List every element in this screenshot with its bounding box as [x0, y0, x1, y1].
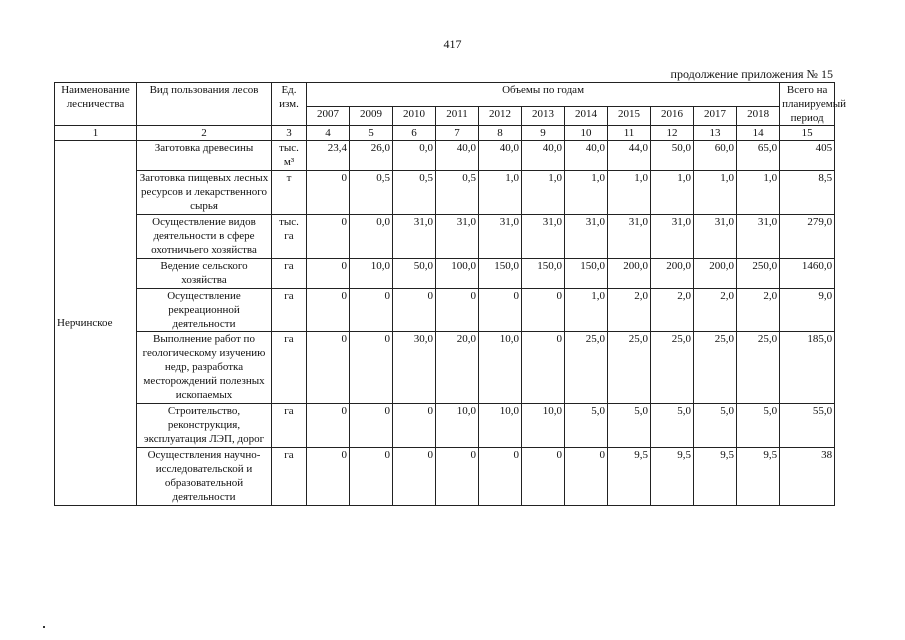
header-usage-type: Вид пользования лесов — [137, 83, 272, 126]
value-cell: 9,5 — [651, 448, 694, 506]
usage-type-cell: Заготовка древесины — [137, 141, 272, 171]
value-cell: 0,5 — [350, 171, 393, 215]
table-row — [55, 171, 835, 215]
column-number: 15 — [780, 126, 835, 141]
value-cell: 31,0 — [393, 215, 436, 259]
unit-cell: га — [272, 404, 307, 448]
usage-type-cell: Осуществление видов деятельности в сфере охотничьего хозяйства — [137, 215, 272, 259]
value-cell: 50,0 — [393, 259, 436, 289]
value-cell: 5,0 — [651, 404, 694, 448]
column-number: 2 — [137, 126, 272, 141]
continuation-note: продолжение приложения № 15 — [670, 67, 833, 81]
value-cell: 0 — [436, 448, 479, 506]
value-cell: 0,5 — [436, 171, 479, 215]
column-number: 9 — [522, 126, 565, 141]
value-cell: 0 — [307, 448, 350, 506]
table-row — [55, 404, 835, 448]
total-cell: 38 — [780, 448, 835, 506]
value-cell: 5,0 — [565, 404, 608, 448]
value-cell: 0 — [350, 332, 393, 404]
unit-cell: га — [272, 289, 307, 332]
total-cell: 279,0 — [780, 215, 835, 259]
header-year: 2015 — [608, 107, 651, 126]
table-row — [55, 141, 835, 171]
value-cell: 0,0 — [350, 215, 393, 259]
forestry-name: Нерчинское — [55, 141, 137, 506]
total-cell: 1460,0 — [780, 259, 835, 289]
value-cell: 150,0 — [565, 259, 608, 289]
header-total: Всего на планируемый период — [780, 83, 835, 126]
value-cell: 31,0 — [479, 215, 522, 259]
value-cell: 25,0 — [694, 332, 737, 404]
value-cell: 10,0 — [479, 404, 522, 448]
unit-cell: га — [272, 332, 307, 404]
usage-type-cell: Выполнение работ по геологическому изучению недр, разработка месторождений полезных ископаемых — [137, 332, 272, 404]
header-year: 2011 — [436, 107, 479, 126]
total-cell: 405 — [780, 141, 835, 171]
value-cell: 0 — [307, 404, 350, 448]
header-forestry: Наименование лесничества — [55, 83, 137, 126]
value-cell: 2,0 — [608, 289, 651, 332]
value-cell: 9,5 — [694, 448, 737, 506]
value-cell: 9,5 — [737, 448, 780, 506]
value-cell: 1,0 — [651, 171, 694, 215]
value-cell: 1,0 — [737, 171, 780, 215]
value-cell: 150,0 — [522, 259, 565, 289]
value-cell: 25,0 — [737, 332, 780, 404]
table-row — [55, 332, 835, 404]
value-cell: 0 — [436, 289, 479, 332]
value-cell: 1,0 — [479, 171, 522, 215]
column-number: 14 — [737, 126, 780, 141]
header-year: 2018 — [737, 107, 780, 126]
value-cell: 0 — [522, 332, 565, 404]
value-cell: 0 — [393, 448, 436, 506]
column-number: 13 — [694, 126, 737, 141]
value-cell: 1,0 — [522, 171, 565, 215]
unit-cell: тыс. м³ — [272, 141, 307, 171]
value-cell: 200,0 — [608, 259, 651, 289]
header-year: 2016 — [651, 107, 694, 126]
value-cell: 31,0 — [737, 215, 780, 259]
value-cell: 2,0 — [651, 289, 694, 332]
value-cell: 250,0 — [737, 259, 780, 289]
value-cell: 31,0 — [565, 215, 608, 259]
header-unit: Ед. изм. — [272, 83, 307, 126]
value-cell: 25,0 — [651, 332, 694, 404]
value-cell: 40,0 — [479, 141, 522, 171]
column-number: 12 — [651, 126, 694, 141]
value-cell: 30,0 — [393, 332, 436, 404]
value-cell: 0 — [479, 448, 522, 506]
value-cell: 150,0 — [479, 259, 522, 289]
value-cell: 25,0 — [608, 332, 651, 404]
header-year: 2017 — [694, 107, 737, 126]
total-cell: 185,0 — [780, 332, 835, 404]
column-number: 7 — [436, 126, 479, 141]
value-cell: 1,0 — [565, 171, 608, 215]
value-cell: 40,0 — [436, 141, 479, 171]
value-cell: 65,0 — [737, 141, 780, 171]
value-cell: 10,0 — [436, 404, 479, 448]
value-cell: 23,4 — [307, 141, 350, 171]
value-cell: 0 — [393, 404, 436, 448]
column-number: 1 — [55, 126, 137, 141]
value-cell: 0 — [522, 448, 565, 506]
table-row — [55, 215, 835, 259]
value-cell: 5,0 — [737, 404, 780, 448]
value-cell: 44,0 — [608, 141, 651, 171]
column-number: 4 — [307, 126, 350, 141]
value-cell: 0 — [350, 404, 393, 448]
total-cell: 9,0 — [780, 289, 835, 332]
table-row — [55, 448, 835, 506]
value-cell: 10,0 — [479, 332, 522, 404]
value-cell: 26,0 — [350, 141, 393, 171]
unit-cell: га — [272, 448, 307, 506]
table-row — [55, 259, 835, 289]
value-cell: 10,0 — [350, 259, 393, 289]
column-number: 11 — [608, 126, 651, 141]
value-cell: 31,0 — [436, 215, 479, 259]
value-cell: 40,0 — [565, 141, 608, 171]
value-cell: 0 — [393, 289, 436, 332]
value-cell: 0 — [479, 289, 522, 332]
scan-dot — [43, 626, 45, 628]
value-cell: 5,0 — [608, 404, 651, 448]
usage-type-cell: Строительство, реконструкция, эксплуатация ЛЭП, дорог — [137, 404, 272, 448]
page-number: 417 — [443, 37, 462, 51]
value-cell: 2,0 — [737, 289, 780, 332]
value-cell: 100,0 — [436, 259, 479, 289]
value-cell: 0,0 — [393, 141, 436, 171]
unit-cell: га — [272, 259, 307, 289]
value-cell: 0 — [307, 289, 350, 332]
header-year: 2007 — [307, 107, 350, 126]
value-cell: 31,0 — [694, 215, 737, 259]
value-cell: 20,0 — [436, 332, 479, 404]
value-cell: 31,0 — [608, 215, 651, 259]
value-cell: 50,0 — [651, 141, 694, 171]
value-cell: 9,5 — [608, 448, 651, 506]
value-cell: 1,0 — [608, 171, 651, 215]
table-row — [55, 289, 835, 332]
column-number: 8 — [479, 126, 522, 141]
value-cell: 25,0 — [565, 332, 608, 404]
usage-type-cell: Осуществления научно-исследовательской и образовательной деятельности — [137, 448, 272, 506]
value-cell: 0 — [307, 259, 350, 289]
header-year: 2013 — [522, 107, 565, 126]
header-year: 2014 — [565, 107, 608, 126]
value-cell: 0 — [565, 448, 608, 506]
value-cell: 0 — [350, 448, 393, 506]
column-number: 10 — [565, 126, 608, 141]
value-cell: 40,0 — [522, 141, 565, 171]
value-cell: 0 — [307, 215, 350, 259]
value-cell: 0 — [350, 289, 393, 332]
column-number: 5 — [350, 126, 393, 141]
value-cell: 1,0 — [565, 289, 608, 332]
value-cell: 200,0 — [694, 259, 737, 289]
header-year: 2010 — [393, 107, 436, 126]
value-cell: 200,0 — [651, 259, 694, 289]
value-cell: 60,0 — [694, 141, 737, 171]
value-cell: 0 — [307, 171, 350, 215]
column-number: 6 — [393, 126, 436, 141]
usage-type-cell: Ведение сельского хозяйства — [137, 259, 272, 289]
value-cell: 0,5 — [393, 171, 436, 215]
value-cell: 5,0 — [694, 404, 737, 448]
header-year: 2012 — [479, 107, 522, 126]
header-year: 2009 — [350, 107, 393, 126]
value-cell: 1,0 — [694, 171, 737, 215]
usage-type-cell: Заготовка пищевых лесных ресурсов и лекарственного сырья — [137, 171, 272, 215]
value-cell: 2,0 — [694, 289, 737, 332]
value-cell: 31,0 — [522, 215, 565, 259]
total-cell: 8,5 — [780, 171, 835, 215]
header-volumes: Объемы по годам — [307, 83, 780, 107]
usage-type-cell: Осуществление рекреационной деятельности — [137, 289, 272, 332]
forest-use-table — [54, 82, 847, 506]
value-cell: 10,0 — [522, 404, 565, 448]
value-cell: 0 — [522, 289, 565, 332]
value-cell: 31,0 — [651, 215, 694, 259]
total-cell: 55,0 — [780, 404, 835, 448]
value-cell: 0 — [307, 332, 350, 404]
unit-cell: тыс. га — [272, 215, 307, 259]
column-number: 3 — [272, 126, 307, 141]
unit-cell: т — [272, 171, 307, 215]
